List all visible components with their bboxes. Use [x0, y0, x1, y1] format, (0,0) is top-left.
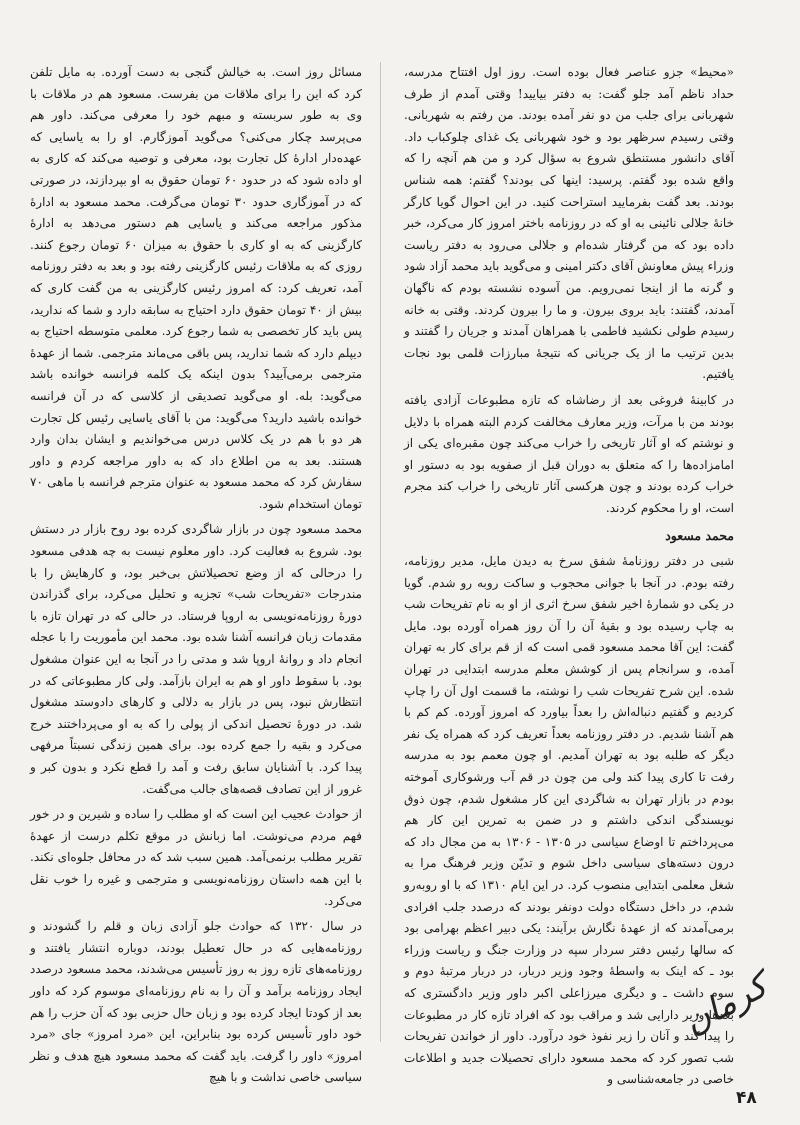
left-column [30, 62, 362, 1085]
paragraph: در کابینهٔ فروغی بعد از رضاشاه که تازه مطبوعات آزادی یافته بودند من با مرآت، وزیر معارف مخالفت کردم البته همراه با دلایل و نوشتم که او آثار تاریخی را خراب می‌کند چون مقبره‌ای یکی از امامزاده‌ها را که متعلق به دوران قبل از صفویه بود به دستور او خراب کرده بودند و چون هرکسی آثار تاریخی را خراب کند مجرم است، او را محکوم کردند. [404, 392, 734, 515]
section-heading: محمد مسعود [665, 528, 734, 544]
paragraph: مسائل روز است. به خیالش گنجی به دست آورده. به مایل تلفن کرد که این را برای ملاقات من بفرست. مسعود هم در ملاقات با وی به طور سربسته و مبهم خود را معرفی می‌کند. داور هم می‌پرسد چکار می‌کنی؟ می‌گوید آموزگارم. او را به یاسایی که عهده‌دار ادارهٔ کل تجارت بود، معرفی و توصیه می‌کند که کاری به او داده شود که در حدود ۶۰ تومان حقوق به او بپردازند، در صورتی که در آموزگاری حدود ۳۰ تومان می‌گرفت. محمد مسعود به ادارهٔ مذکور مراجعه می‌کند و یاسایی هم دستور می‌دهد به ادارهٔ کارگزینی که به او کاری با حقوق به میزان ۶۰ تومان رجوع کنند. روزی که به ملاقات رئیس کارگزینی رفته بود و بعد به دفتر روزنامه آمد، تعریف کرد: که امروز رئیس کارگزینی به من گفت کاری که بیش از ۴۰ تومان حقوق دارد احتیاج به سابقه دارد و شما که ندارید، پس باید کار تخصصی به شما رجوع کرد. معلمی متوسطه احتیاج به دیپلم دارد که شما ندارید، پس باقی می‌ماند مترجمی. شما از عهدهٔ مترجمی برمی‌آیید؟ بدون اینکه یک کلمه فرانسه خوانده باشد می‌گوید: بله. او می‌گوید تصدیقی از کلاسی که در آن فرانسه خوانده باشید دارید؟ می‌گوید: من با آقای یاسایی رئیس کل تجارت هر دو با هم در یک کلاس درس می‌خواندیم و ایشان بدان وارد هستند. بعد به من اطلاع داد که به داور مراجعه کردم و داور سفارش کرد که محمد مسعود به عنوان مترجم فرانسه با ماهی ۷۰ تومان استخدام شود. [30, 65, 362, 511]
paragraph: محمد مسعود چون در بازار شاگردی کرده بود روح بازار در دستش بود. شروع به فعالیت کرد. داور معلوم نیست به چه هدفی مسعود را درحالی که از وضع تحصیلاتش بی‌خبر بود، و کارهایش را با مندرجات «تفریحات شب» تجزیه و تحلیل می‌کرد، برای گذراندن دورهٔ روزنامه‌نویسی به اروپا فرستاد. در حالی که در تهران تازه با مقدمات زبان فرانسه آشنا شده بود. محمد این مأموریت را با عجله انجام داد و روانهٔ اروپا شد و مدتی را در آنجا به این عنوان مشغول بود. با سقوط داور او هم به ایران بازآمد. ولی کار مطبوعاتی که در انتظارش نبود، پس در بازار به دلالی و کارهای دادوستد مشغول شد. در دورهٔ تحصیل اندکی از پولی را که به او می‌پرداختند خرج می‌کرد و بقیه را جمع کرده بود. برای همین زندگی نسبتاً مرفهی پیدا کرد. با آشنایان سابق رفت و آمد را قطع نکرد و بدون کبر و غرور از این تصادف قصه‌های جالب می‌گفت. [30, 522, 362, 796]
paragraph: در سال ۱۳۲۰ که حوادث جلو آزادی زبان و قلم را گشودند و روزنامه‌هایی که در حال تعطیل بودند، دوباره انتشار یافتند و روزنامه‌های تازه روز به روز تأسیس می‌شدند، محمد مسعود درصدد ایجاد روزنامه برآمد و آن را به نام روزنامه‌ای موسوم کرد که داور بعد از کودتا ایجاد کرده بود و زبان حال حزبی بود که آن حزب را هم خود داور تأسیس کرده بود بنابراین، این «مرد امروز» جای «مرد امروز» داور را گرفت. باید گفت که محمد مسعود هیچ هدف و نظر سیاسی خاصی نداشت و با هیچ [30, 919, 362, 1085]
page-number: ۴۸ [736, 1088, 757, 1108]
paragraph: شبی در دفتر روزنامهٔ شفق سرخ به دیدن مایل، مدیر روزنامه، رفته بودم. در آنجا با جوانی محجوب و ساکت روبه رو شدم. گویا در یکی دو شمارهٔ اخیر شفق سرخ اثری از او به نام تفریحات شب به چاپ رسیده بود و بقیهٔ آن را آن روز همراه آورده بود. مایل گفت: این آقا محمد مسعود قمی است که از قم برای کار به تهران آمده، و سرانجام پس از کوشش معلم مدرسه ابتدایی در تهران شده. این شرح تفریحات شب را نوشته، ما قسمت اول آن را چاپ کردیم و گفتیم دنباله‌اش را بعداً بیاورد که امروز آورده. کم کم با هم آشنا شدیم. در دفتر روزنامه بعداً تعریف کرد که همراه یک نفر دیگر که طلبه بود به تهران آمدیم. او چون معمم بود به مدرسه رفت تا کاری پیدا کند ولی من چون در قم آب ورشوکاری آموخته بودم در بازار تهران به شاگردی این کار مشغول شدم، چون ذوق نویسندگی اندکی داشتم و در ضمن به تمرین این کار هم می‌پرداختم تا اوضاع سیاسی در ۱۳۰۵ - ۱۳۰۶ به من مجال داد که درون دسته‌های سیاسی داخل شوم و تدیّن وزیر فرهنگ مرا به شغل معلمی ابتدایی منصوب کرد. در این ایام ۱۳۱۰ که با او روبه‌رو شدم، در داخل دستگاه دولت دونفر بودند که درصدد جلب افرادی برمی‌آمدند که از عهدهٔ نگارش برآیند: یکی دبیر اعظم بهرامی بود که سالها رئیس دفتر سردار سپه در وزارت جنگ و ریاست وزراء بود ـ که اینک به واسطهٔ وجود وزیر دربار، در دربار مرتبهٔ دوم و سوم داشت ـ و دیگری میرزاعلی اکبر داور وزیر دادگستری که بعدها وزیر دارایی شد و مراقب بود که افراد تازه کار در مطبوعات را پیدا کند و آنان را زیر نفوذ خود درآورد. داور از خواندن تفریحات شب تصور کرد که محمد مسعود دارای تحصیلات جدید و اطلاعات خاصی در جامعه‌شناسی و [404, 554, 734, 1087]
column-divider [380, 62, 381, 1042]
paragraph: از حوادث عجیب این است که او مطلب را ساده و شیرین و در خور فهم مردم می‌نوشت. اما زبانش در موقع تکلم درست از عهدهٔ تقریر مطلب برنمی‌آمد. همین سبب شد که در محافل جلوه‌ای نکند. با این همه داستان روزنامه‌نویسی و مترجمی و غیره را خوب نقل می‌کرد. [30, 807, 362, 908]
magazine-logo: کرمان [677, 965, 775, 1043]
paragraph: «محیط» جزو عناصر فعال بوده است. روز اول افتتاح مدرسه، حداد ناظم آمد جلو گفت: به دفتر بیایید! وقتی آمدم از طرف شهربانی برای جلب من دو نفر آمده بودند. من رفتم به شهربانی. وقتی رسیدم سرظهر بود و خود شهربانی یک غذای چلوکباب داد. آقای دانشور مستنطق شروع به سؤال کرد و من هم آنچه را که واقع شده بود گفتم. پرسید: اینها کی بودند؟ گفتم: همه شناس بودند. بعد گفت بفرمایید استراحت کنید. در این احوال گویا کارگر خانهٔ جلالی نائینی به او که در روزنامه باختر امروز کار می‌کرد، خبر داده بود که من گرفتار شده‌ام و جلالی می‌رود به دفتر ریاست وزراء پیش معاونش آقای دکتر امینی و می‌گوید باید محمد آزاد شود و گرنه ما از اینجا نمی‌رویم. من آسوده نشسته بودم که ناگهان آمدند، گفتند: باید بروی بیرون. و ما را بیرون کردند. وقتی به خانه رسیدم طولی نکشید فاطمی با همراهان آمدند و جریان را گفتند و بدین ترتیب ما از یک جریانی که نتیجهٔ مبارزات قلمی بود نجات یافتیم. [404, 65, 734, 382]
right-column [404, 62, 734, 1087]
